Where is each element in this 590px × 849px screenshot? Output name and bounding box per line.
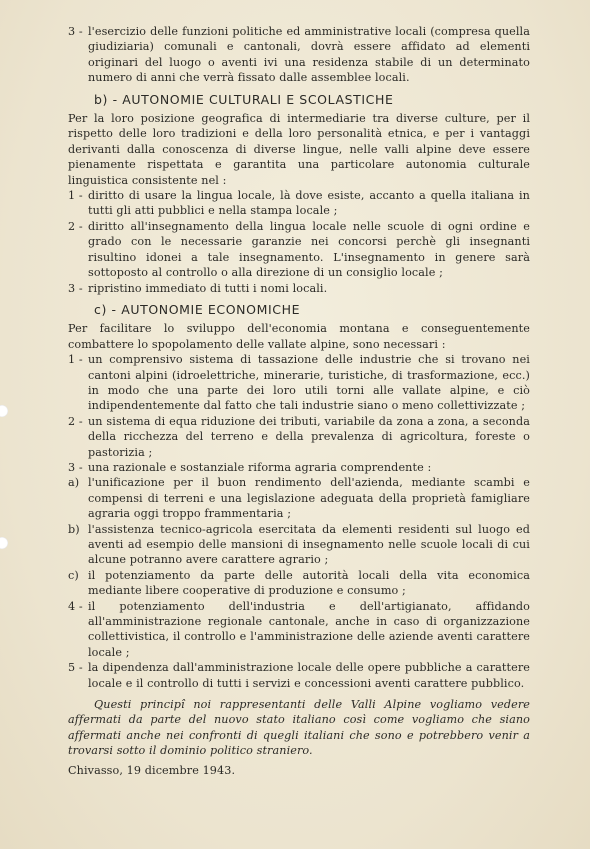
item-text: la dipendenza dall'amministrazione locale delle opere pubbliche a carattere locale e il controllo di tutti i servizi e concessioni aventi carattere pubblico. <box>88 661 530 690</box>
section-heading-b: b) - AUTONOMIE CULTURALI E SCOLASTICHE <box>94 91 394 107</box>
item-text: un comprensivo sistema di tassazione delle industrie che si trovano nei cantoni alpini (idroelettriche, minerarie, turistiche, di trasformazione, ecc.) in modo che una parte dei loro utili torni alle vallate alpine, e ciò indipendentemente dal fatto che tali industrie siano o meno collettivizzate ; <box>88 353 530 413</box>
item-text: l'esercizio delle funzioni politiche ed amministrative locali (compresa quella giudiziaria) comunali e cantonali, dovrà essere affidato ad elementi originari del luogo o aventi ivi una residenza stabile di un determinato numero di anni che verrà fissato dalle assemblee locali. <box>88 25 530 85</box>
list-item <box>68 475 530 521</box>
list-item <box>68 660 530 691</box>
list-item <box>68 414 530 460</box>
item-text: il potenziamento dell'industria e dell'artigianato, affidando all'amministrazione regionale cantonale, anche in caso di organizzazione collettivistica, il controllo e l'amministrazione delle aziende aventi carattere locale ; <box>88 599 530 659</box>
date-signature: Chivasso, 19 dicembre 1943. <box>68 763 236 777</box>
list-item <box>68 219 530 281</box>
closing-statement: Questi principî noi rappresentanti delle Valli Alpine vogliamo vedere affermati da parte del nuovo stato italiano così come vogliamo che siano affermati anche nei confronti di quegli italiani che sono e potrebbero venir a trovarsi sotto il dominio politico straniero. <box>68 698 530 758</box>
item-text: una razionale e sostanziale riforma agraria comprendente : <box>88 460 432 474</box>
item-number: c) <box>68 568 79 582</box>
item-text: diritto all'insegnamento della lingua locale nelle scuole di ogni ordine e grado con le necessarie garanzie nei concorsi perchè gli insegnanti risultino idonei a tale insegnamento. L'insegnamento in genere sarà sottoposto al controllo o alla direzione di un consiglio locale ; <box>88 219 530 280</box>
document-body <box>68 24 530 778</box>
item-text: diritto di usare la lingua locale, là dove esiste, accanto a quella italiana in tutti gli atti pubblici e nella stampa locale ; <box>88 189 530 218</box>
item-number: 1 - <box>68 189 83 203</box>
list-item <box>68 24 530 86</box>
list-item <box>68 460 530 475</box>
item-number: 4 - <box>68 599 83 613</box>
section-c-intro: Per facilitare lo sviluppo dell'economia montana e conseguentemente combattere lo spopolamento delle vallate alpine, sono necessari : <box>68 322 530 351</box>
item-text: l'assistenza tecnico-agricola esercitata da elementi residenti sul luogo ed aventi ad esempio delle mansioni di insegnamento nelle scuole locali di cui alcune potranno avere carattere agrario ; <box>88 522 530 567</box>
list-item <box>68 568 530 599</box>
item-number: a) <box>68 476 80 490</box>
item-number: 3 - <box>68 460 83 474</box>
item-text: ripristino immediato di tutti i nomi locali. <box>88 281 328 295</box>
item-text: un sistema di equa riduzione dei tributi, variabile da zona a zona, a seconda della ricchezza del terreno e della prevalenza di agricoltura, foreste o pastorizia ; <box>88 414 530 459</box>
list-item <box>68 522 530 568</box>
punch-hole <box>0 537 8 549</box>
item-text: il potenziamento da parte delle autorità locali della vita economica mediante libere cooperative di produzione e consumo ; <box>88 568 530 598</box>
item-number: 2 - <box>68 414 83 428</box>
item-number: 2 - <box>68 219 83 233</box>
item-text: l'unificazione per il buon rendimento dell'azienda, mediante scambi e compensi di terreni e una legislazione adeguata della proprietà famigliare agraria oggi troppo frammentaria ; <box>88 476 530 521</box>
section-b-intro: Per la loro posizione geografica di intermediarie tra diverse culture, per il rispetto delle loro tradizioni e della loro personalità etnica, e per i vantaggi derivanti dalla conoscenza di diverse lingue, nelle valli alpine deve essere pienamente rispettata e garantita una particolare autonomia culturale linguistica consistente nel : <box>68 112 530 187</box>
list-item <box>68 188 530 219</box>
item-number: 3 - <box>68 25 83 38</box>
list-item <box>68 352 530 414</box>
item-number: 1 - <box>68 353 83 367</box>
punch-hole <box>0 405 8 417</box>
item-number: 5 - <box>68 661 83 675</box>
item-number: b) <box>68 522 80 536</box>
item-number: 3 - <box>68 281 83 295</box>
list-item <box>68 599 530 661</box>
section-heading-c: c) - AUTONOMIE ECONOMICHE <box>94 301 301 317</box>
list-item <box>68 281 530 296</box>
